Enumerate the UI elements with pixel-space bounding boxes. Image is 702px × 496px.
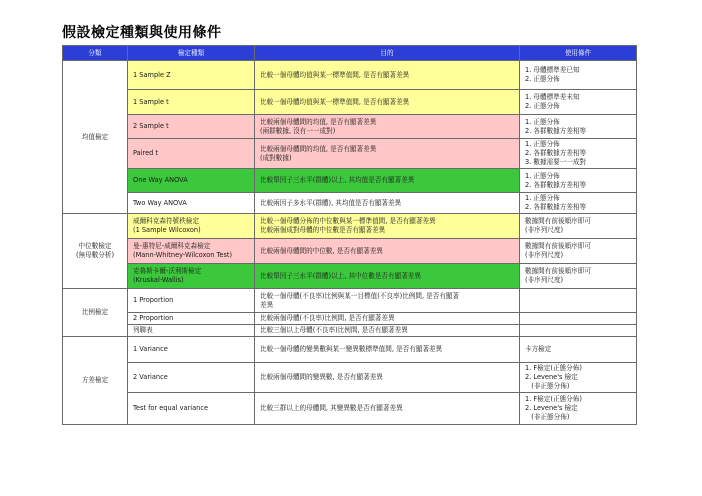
test-type-line: Two Way ANOVA xyxy=(133,198,187,207)
table-row xyxy=(63,289,637,313)
condition-line: (非正態分佈) xyxy=(525,413,570,421)
condition-line: 1. 正態分佈 xyxy=(525,117,560,126)
test-type-line: 1 Sample Z xyxy=(133,70,171,79)
purpose-cell xyxy=(255,289,520,313)
conditions-cell xyxy=(520,337,637,363)
purpose-line: 比較三群以上的母體間, 其變異數是否有顯著差異 xyxy=(260,404,403,412)
purpose-cell xyxy=(255,214,520,239)
test-type-cell xyxy=(128,393,255,425)
test-type-cell xyxy=(128,337,255,363)
test-type-cell xyxy=(128,115,255,139)
purpose-line: 比較兩個母體間的變異數, 是否有顯著差異 xyxy=(260,373,383,381)
purpose-cell xyxy=(255,139,520,169)
condition-line: 1. F檢定(正態分佈) xyxy=(525,395,582,403)
purpose-line: 比較兩個母體間的中位數, 是否有顯著差異 xyxy=(260,246,383,255)
table-row xyxy=(63,363,637,393)
condition-line: 數據間有前後順序即可 xyxy=(525,267,591,275)
purpose-cell xyxy=(255,193,520,214)
header-conditions: 使用條件 xyxy=(520,46,637,61)
purpose-line: 比較兩個母體間的均值, 是否有顯著差異 xyxy=(260,117,377,126)
conditions-cell xyxy=(520,393,637,425)
table-row xyxy=(63,139,637,169)
test-type-cell xyxy=(128,264,255,289)
test-type-cell xyxy=(128,313,255,325)
condition-line: (非序列尺度) xyxy=(525,251,564,259)
purpose-line: 比較一個母體均值與某一標準值間, 是否有顯著差異 xyxy=(260,70,410,79)
purpose-line: (兩群數據, 沒有一一成對) xyxy=(260,126,336,135)
purpose-line: 比較兩因子多水平(群體), 其均值是否有顯著差異 xyxy=(260,198,402,207)
table-row xyxy=(63,393,637,425)
header-row xyxy=(63,46,637,61)
purpose-line: 比較一個母體(不良率)比例與某一目標值(不良率)比例間, 是否有顯著 xyxy=(260,291,460,300)
purpose-line: 比較一個母體分佈的中位數與某一標準值間, 是否有顯著差異 xyxy=(260,217,436,225)
condition-line: 1. 母體標準差未知 xyxy=(525,93,580,101)
test-type-line: 2 Sample t xyxy=(133,122,169,130)
purpose-cell xyxy=(255,169,520,193)
condition-line: (非序列尺度) xyxy=(525,226,564,234)
purpose-cell xyxy=(255,90,520,115)
purpose-line: (成對數據) xyxy=(260,153,292,162)
test-type-cell xyxy=(128,90,255,115)
purpose-line: 比較單因子三水平(群體)以上, 其均值是否有顯著差異 xyxy=(260,176,415,184)
purpose-line: 比較一個母體的變異數與某一變異數標準值間, 是否有顯著差異 xyxy=(260,345,443,353)
conditions-cell xyxy=(520,264,637,289)
condition-line: 3. 數據需要一一成對 xyxy=(525,158,587,166)
conditions-cell xyxy=(520,115,637,139)
test-type-cell xyxy=(128,169,255,193)
conditions-cell xyxy=(520,325,637,337)
condition-line: 2. Levene's 檢定 xyxy=(525,373,578,381)
table-row xyxy=(63,264,637,289)
conditions-cell xyxy=(520,214,637,239)
test-type-cell xyxy=(128,214,255,239)
test-type-line: Paired t xyxy=(133,149,159,157)
table-row xyxy=(63,90,637,115)
purpose-cell xyxy=(255,363,520,393)
test-type-line: 列聯表 xyxy=(133,326,153,334)
test-type-line: (1 Sample Wilcoxon) xyxy=(133,226,201,234)
category-line: 比例檢定 xyxy=(81,308,109,316)
condition-line: 卡方檢定 xyxy=(525,345,552,353)
category-cell xyxy=(63,214,128,289)
condition-line: 2. Levene's 檢定 xyxy=(525,404,578,412)
test-type-line: 1 Sample t xyxy=(133,97,169,106)
purpose-line: 比較單因子三水平(群體)以上, 其中位數是否有顯著差異 xyxy=(260,271,421,280)
purpose-cell xyxy=(255,325,520,337)
table-row xyxy=(63,214,637,239)
table-row xyxy=(63,313,637,325)
condition-line: 1. 正態分佈 xyxy=(525,194,560,202)
test-type-line: 2 Variance xyxy=(133,373,168,381)
header-category: 分類 xyxy=(63,46,128,61)
category-cell xyxy=(63,61,128,214)
condition-line: (非正態分佈) xyxy=(525,382,570,390)
purpose-line: 比較兩個母體(不良率)比例間, 是否有顯著差異 xyxy=(260,314,395,322)
condition-line: 2. 各群數據方差相等 xyxy=(525,203,587,211)
condition-line: 2. 各群數據方差相等 xyxy=(525,180,587,189)
test-type-line: 克魯斯卡爾-沃利斯檢定 xyxy=(133,267,202,275)
category-cell xyxy=(63,337,128,425)
header-purpose: 目的 xyxy=(255,46,520,61)
purpose-line: 比較三個以上母體(不良率)比例間, 是否有顯著差異 xyxy=(260,326,408,334)
purpose-line: 比較兩個成對母體的中位數是否有顯著差異 xyxy=(260,226,386,234)
purpose-cell xyxy=(255,337,520,363)
table-row xyxy=(63,325,637,337)
category-line: (無母數分析) xyxy=(75,251,115,259)
header-test-type: 檢定種類 xyxy=(128,46,255,61)
purpose-cell xyxy=(255,264,520,289)
table-row xyxy=(63,337,637,363)
purpose-cell xyxy=(255,61,520,90)
purpose-cell xyxy=(255,239,520,264)
purpose-line: 比較兩個母體間的均值, 是否有顯著差異 xyxy=(260,144,377,153)
purpose-cell xyxy=(255,313,520,325)
condition-line: 1. 正態分佈 xyxy=(525,171,560,180)
conditions-cell xyxy=(520,90,637,115)
condition-line: 1. F檢定(正態分佈) xyxy=(525,364,582,372)
conditions-cell xyxy=(520,169,637,193)
table-row xyxy=(63,61,637,90)
test-type-line: (Mann-Whitney-Wilcoxon Test) xyxy=(133,251,233,259)
condition-line: 2. 正態分佈 xyxy=(525,102,560,110)
test-type-cell xyxy=(128,139,255,169)
conditions-cell xyxy=(520,239,637,264)
purpose-cell xyxy=(255,393,520,425)
hypothesis-test-table xyxy=(62,45,637,425)
condition-line: 2. 正態分佈 xyxy=(525,75,560,83)
test-type-cell xyxy=(128,239,255,264)
condition-line: 數據間有前後順序即可 xyxy=(525,217,591,225)
conditions-cell xyxy=(520,363,637,393)
table-row xyxy=(63,193,637,214)
test-type-line: 1 Variance xyxy=(133,345,168,353)
test-type-line: One Way ANOVA xyxy=(133,176,188,184)
test-type-line: 1 Proportion xyxy=(133,296,174,304)
test-type-cell xyxy=(128,193,255,214)
conditions-cell xyxy=(520,193,637,214)
test-type-line: 2 Proportion xyxy=(133,314,174,322)
conditions-cell xyxy=(520,313,637,325)
test-type-line: 威爾科克森符號秩檢定 xyxy=(133,217,199,225)
conditions-cell xyxy=(520,289,637,313)
table-row xyxy=(63,169,637,193)
table-row xyxy=(63,239,637,264)
test-type-cell xyxy=(128,363,255,393)
category-line: 均值檢定 xyxy=(81,132,109,141)
condition-line: 2. 各群數據方差相等 xyxy=(525,126,587,135)
test-type-line: 曼-惠特尼-威爾科克森檢定 xyxy=(133,242,211,250)
condition-line: (非序列尺度) xyxy=(525,276,564,284)
table-row xyxy=(63,115,637,139)
test-type-cell xyxy=(128,61,255,90)
category-line: 方差檢定 xyxy=(81,376,109,384)
category-line: 中位數檢定 xyxy=(78,242,112,250)
test-type-cell xyxy=(128,289,255,313)
test-type-line: (Kruskal-Wallis) xyxy=(133,276,184,284)
condition-line: 數據間有前後順序即可 xyxy=(525,242,591,250)
test-type-cell xyxy=(128,325,255,337)
condition-line: 2. 各群數據方差相等 xyxy=(525,149,587,157)
category-cell xyxy=(63,289,128,337)
condition-line: 1. 母體標準差已知 xyxy=(525,66,580,74)
purpose-line: 比較一個母體均值與某一標準值間, 是否有顯著差異 xyxy=(260,97,410,106)
conditions-cell xyxy=(520,139,637,169)
conditions-cell xyxy=(520,61,637,90)
condition-line: 1. 正態分佈 xyxy=(525,140,560,148)
purpose-cell xyxy=(255,115,520,139)
test-type-line: Test for equal variance xyxy=(133,404,209,412)
page-title: 假設檢定種類與使用條件 xyxy=(62,25,222,41)
purpose-line: 差異 xyxy=(260,300,274,309)
